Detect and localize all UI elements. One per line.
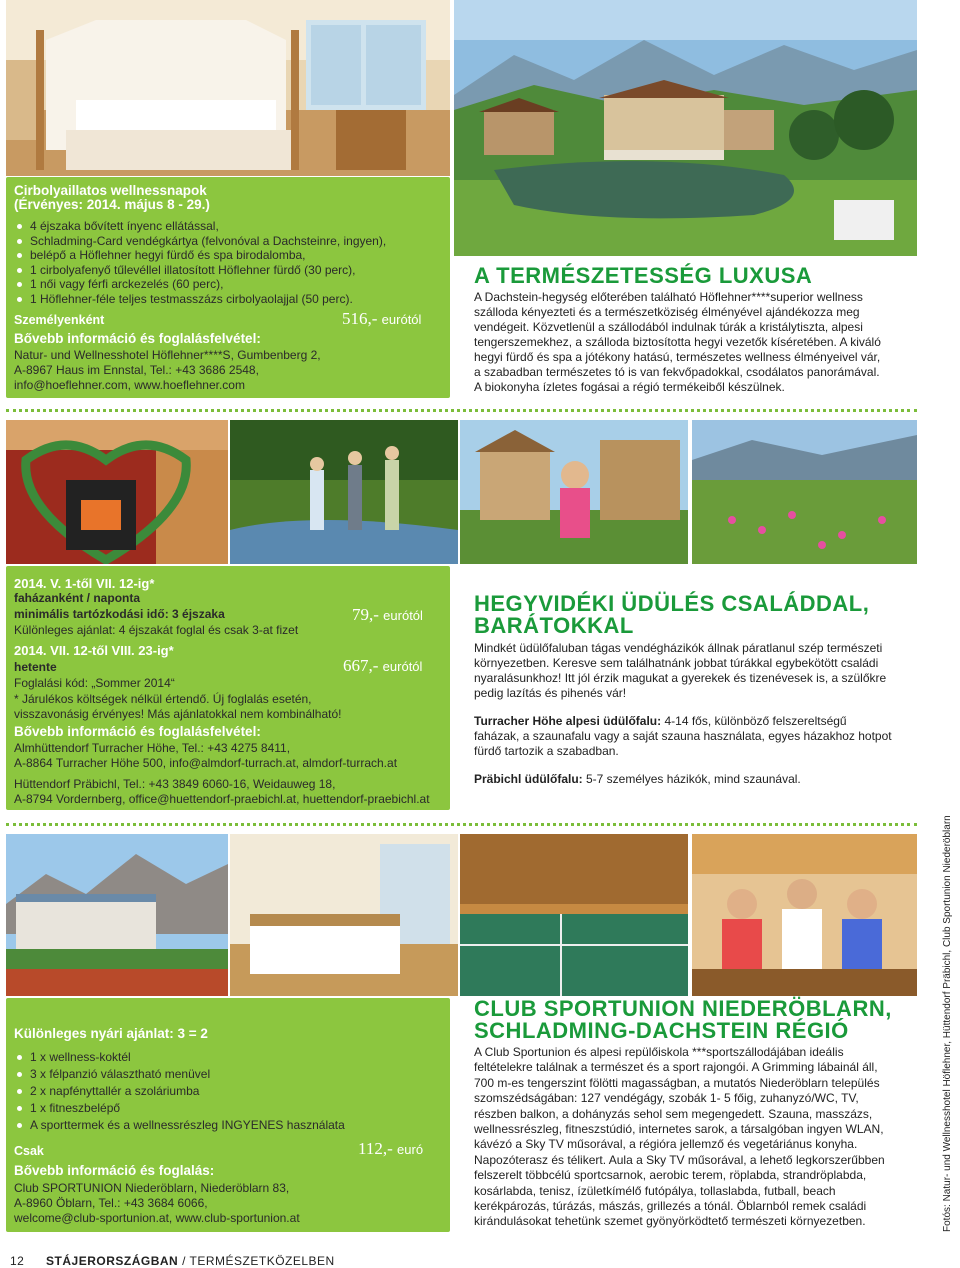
- offer2-price1: [352, 605, 423, 625]
- price-unit: eurótól: [382, 659, 423, 674]
- offer2-note-2: visszavonásig érvényes! Más ajánlatokkal nem kombinálható!: [14, 707, 342, 721]
- offer1-contact-1: Natur- und Wellnesshotel Höflehner****S, Gumbenberg 2,: [14, 348, 321, 362]
- price-unit: euró: [397, 1142, 424, 1157]
- footer-separator: /: [178, 1254, 190, 1268]
- turracher-label: Turracher Höhe alpesi üdülőfalu:: [474, 714, 662, 728]
- chalets-girl-photo: [460, 420, 688, 564]
- text-line: tengerszemekhez, a szálloda biztosította hegyi vezetők kíséretében. A kiváló: [474, 335, 881, 349]
- prabichl-text: 5-7 személyes házikók, mind szaunával.: [582, 772, 801, 786]
- offer2-contact1-1: Almhüttendorf Turracher Höhe, Tel.: +43 4275 8411,: [14, 741, 291, 755]
- section2-prabichl: [474, 772, 914, 787]
- offer1-contact-2: A-8967 Haus im Ennstal, Tel.: +43 3686 2548,: [14, 363, 259, 377]
- prabichl-label: Präbichl üdülőfalu:: [474, 772, 583, 786]
- offer1-validity: (Érvényes: 2014. május 8 - 29.): [14, 197, 210, 212]
- page-footer: [10, 1254, 335, 1268]
- text-line: 700 m-es tengerszint fölötti magasságban, a mutatós Niederöblarn település: [474, 1075, 880, 1090]
- page-number: 12: [10, 1254, 25, 1268]
- list-item: 1 női vagy férfi arckezelés (60 perc),: [14, 277, 444, 292]
- text-line: részben balkon, a dohányzás sehol sem megengedett. Szauna, masszázs,: [474, 1106, 873, 1121]
- list-item: A sporttermek és a wellnessrészleg INGYENES használata: [14, 1118, 444, 1133]
- footer-subtitle: TERMÉSZETKÖZELBEN: [189, 1254, 335, 1268]
- offer3-price: [358, 1139, 423, 1159]
- turracher-text: 4-14 fős, különböző felszereltségű: [661, 714, 847, 728]
- offer1-contact-3: info@hoeflehner.com, www.hoeflehner.com: [14, 378, 245, 392]
- offer2-contact1-2: A-8864 Turracher Höhe 500, info@almdorf-turrach.at, almdorf-turrach.at: [14, 756, 398, 770]
- offer1-title: Cirbolyaillatos wellnessnapok: [14, 183, 207, 198]
- hikers-photo: [230, 420, 458, 564]
- meadow-photo: [692, 420, 917, 564]
- divider-dots: [6, 409, 917, 412]
- offer3-list: [14, 1050, 444, 1133]
- text-line: Mindkét üdülőfaluban tágas vendégházikók állnak páratlanul szép természeti: [474, 641, 883, 655]
- text-line: fürdő tartozik a szabadban.: [474, 744, 619, 758]
- text-line: a szabadban természetes tó is van fekvőpadokkal, csodálatos panorámával.: [474, 365, 880, 379]
- text-line: hegyi fürdő és spa a jótékony hatású, természetes wellness élményeivel vár,: [474, 350, 881, 364]
- sport-room-photo: [230, 834, 458, 996]
- list-item: 1 x fitneszbelépő: [14, 1101, 444, 1116]
- list-item: 3 x félpanzió választható menüvel: [14, 1067, 444, 1082]
- price-value: 667,-: [343, 656, 379, 675]
- section2-intro: [474, 641, 914, 701]
- price-value: 516,-: [342, 309, 378, 328]
- offer2-contact2-2: A-8794 Vordernberg, office@huettendorf-praebichl.at, huettendorf-praebichl.at: [14, 792, 430, 806]
- list-item: 2 x napfényttallér a szoláriumba: [14, 1084, 444, 1099]
- offer3-contact-2: A-8960 Öblarn, Tel.: +43 3684 6066,: [14, 1196, 208, 1210]
- offer2-more-info: Bővebb információ és foglalásfelvétel:: [14, 724, 261, 739]
- offer2-min-stay: minimális tartózkodási idő: 3 éjszaka: [14, 607, 225, 621]
- text-line: kerékpározás, túrázás, mászás, grillezés a tónál. Öblarnból remek családi: [474, 1199, 867, 1214]
- price-value: 79,-: [352, 605, 379, 624]
- divider-dots: [6, 823, 917, 826]
- photo-credits: Fotós: Natur- und Wellnesshotel Höflehner, Hüttendorf Präbichl, Club Sportunion Niederöblarn: [942, 815, 953, 1232]
- sport-hotel-photo: [6, 834, 228, 996]
- offer1-price: [342, 309, 421, 329]
- offer2-period1: 2014. V. 1-től VII. 12-ig*: [14, 576, 155, 591]
- text-line: kosárlabda, tenisz, ízületkímélő futópálya, tollaslabda, futball, beach: [474, 1183, 836, 1198]
- offer3-box: [6, 998, 450, 1232]
- list-item: 1 cirbolyafenyő tűlevéllel illatosított Höflehner fürdő (30 perc),: [14, 263, 444, 278]
- offer3-only: Csak: [14, 1144, 44, 1158]
- offer2-contact2-1: Hüttendorf Präbichl, Tel.: +43 3849 6060-16, Weidauweg 18,: [14, 777, 336, 791]
- section1-body: [474, 290, 914, 395]
- text-line: Napozóterasz és télikert. Aula a Sky TV műsorával, a lehető legkorszerűbben: [474, 1152, 885, 1167]
- footer-region: STÁJERORSZÁGBAN: [46, 1254, 179, 1268]
- stove-heart-photo: [6, 420, 228, 564]
- text-line: [474, 714, 914, 729]
- text-line: vendégeit. Közvetlenül a szállodából indulnak túrák a kristálytiszta, alpesi: [474, 320, 863, 334]
- price-unit: eurótól: [381, 312, 422, 327]
- text-line: kirándulásokat tehetünk szemet gyönyörködtető természeti környezetben.: [474, 1214, 866, 1229]
- sports-hall-photo: [460, 834, 688, 996]
- text-line: wellnessrészleg, fitneszstúdió, internetes sarok, a társalgóban ingyen WLAN,: [474, 1122, 884, 1137]
- text-line: A biokonyha ízletes fogásai a régió termékeiből készülnek.: [474, 380, 785, 394]
- text-line: pedig lazítás és pihenés vár!: [474, 686, 627, 700]
- section2-title-2: BARÁTOKKAL: [474, 613, 634, 638]
- offer3-more-info: Bővebb információ és foglalás:: [14, 1163, 215, 1178]
- offer2-period2: 2014. VII. 12-től VIII. 23-ig*: [14, 643, 174, 658]
- section2-turracher: [474, 714, 914, 759]
- price-unit: eurótól: [383, 608, 423, 623]
- offer3-contact-1: Club SPORTUNION Niederöblarn, Niederöblarn 83,: [14, 1181, 290, 1195]
- offer3-title: Különleges nyári ajánlat: 3 = 2: [14, 1026, 208, 1041]
- offer2-per-night: faházanként / naponta: [14, 591, 141, 605]
- text-line: nyaralásunkhoz! Itt jól érzik magukat a gyerekek és tizenévesek is, a szülőkre: [474, 671, 887, 685]
- offer2-code: Foglalási kód: „Sommer 2014“: [14, 676, 175, 690]
- text-line: faházak, a szaunafalu vagy a saját szauna használata, egyes házakhoz hotpot: [474, 729, 892, 743]
- offer2-price2: [343, 656, 422, 676]
- offer1-list: [14, 219, 444, 306]
- text-line: szálloda kényezteti és a természetköziség élményével ajándékozza meg: [474, 305, 860, 319]
- offer2-special: Különleges ajánlat: 4 éjszakát foglal és csak 3-at fizet: [14, 623, 299, 637]
- text-line: kávézó a Sky TV műsorával, a régióra jellemző és vegetáriánus konyha.: [474, 1137, 858, 1152]
- bedroom-photo: [6, 0, 450, 176]
- section2-title-1: HEGYVIDÉKI ÜDÜLÉS CSALÁDDAL,: [474, 591, 870, 616]
- offer3-contact-3: welcome@club-sportunion.at, www.club-sportunion.at: [14, 1211, 300, 1225]
- list-item: Schladming-Card vendégkártya (felvonóval a Dachsteinre, ingyen),: [14, 234, 444, 249]
- text-line: szomszédságában: 127 vendégágy, szobák 1- 5 főig, zuhanyzó/WC, TV,: [474, 1091, 859, 1106]
- hotel-aerial-photo: [454, 0, 917, 256]
- section1-title: A TERMÉSZETESSÉG LUXUSA: [474, 263, 813, 288]
- price-value: 112,-: [358, 1139, 393, 1158]
- list-item: 4 éjszaka bővített ínyenc ellátással,: [14, 219, 444, 234]
- section3-title-2: SCHLADMING-DACHSTEIN RÉGIÓ: [474, 1018, 849, 1043]
- cafe-group-photo: [692, 834, 917, 996]
- text-line: környezetben. Keresve sem találhatnánk jobbat túrákkal egybekötött családi: [474, 656, 879, 670]
- text-line: A Dachstein-hegység előterében található Höflehner****superior wellness: [474, 290, 863, 304]
- offer1-box: [6, 177, 450, 398]
- offer1-per-person: Személyenként: [14, 313, 105, 327]
- section3-body: [474, 1045, 914, 1230]
- offer1-more-info: Bővebb információ és foglalásfelvétel:: [14, 331, 261, 346]
- section3-title-1: CLUB SPORTUNION NIEDERÖBLARN,: [474, 996, 892, 1021]
- text-line: A Club Sportunion és alpesi repülőiskola ***sportszállodájában ideális: [474, 1045, 844, 1059]
- list-item: 1 x wellness-koktél: [14, 1050, 444, 1065]
- list-item: 1 Höflehner-féle teljes testmasszázs cirbolyaolajjal (50 perc).: [14, 292, 444, 307]
- list-item: belépő a Höflehner hegyi fürdő és spa birodalomba,: [14, 248, 444, 263]
- text-line: felszerelt többcélú sportcsarnok, aerobic terem, röplabda, strandröplabda,: [474, 1168, 867, 1183]
- offer2-box: [6, 566, 450, 810]
- offer2-weekly: hetente: [14, 660, 57, 674]
- text-line: feltételekre találnak a természet és a sport rajongói. A Grimming lábainál áll,: [474, 1060, 878, 1075]
- offer2-note-1: * Járulékos költségek nélkül értendő. Új foglalás esetén,: [14, 692, 312, 706]
